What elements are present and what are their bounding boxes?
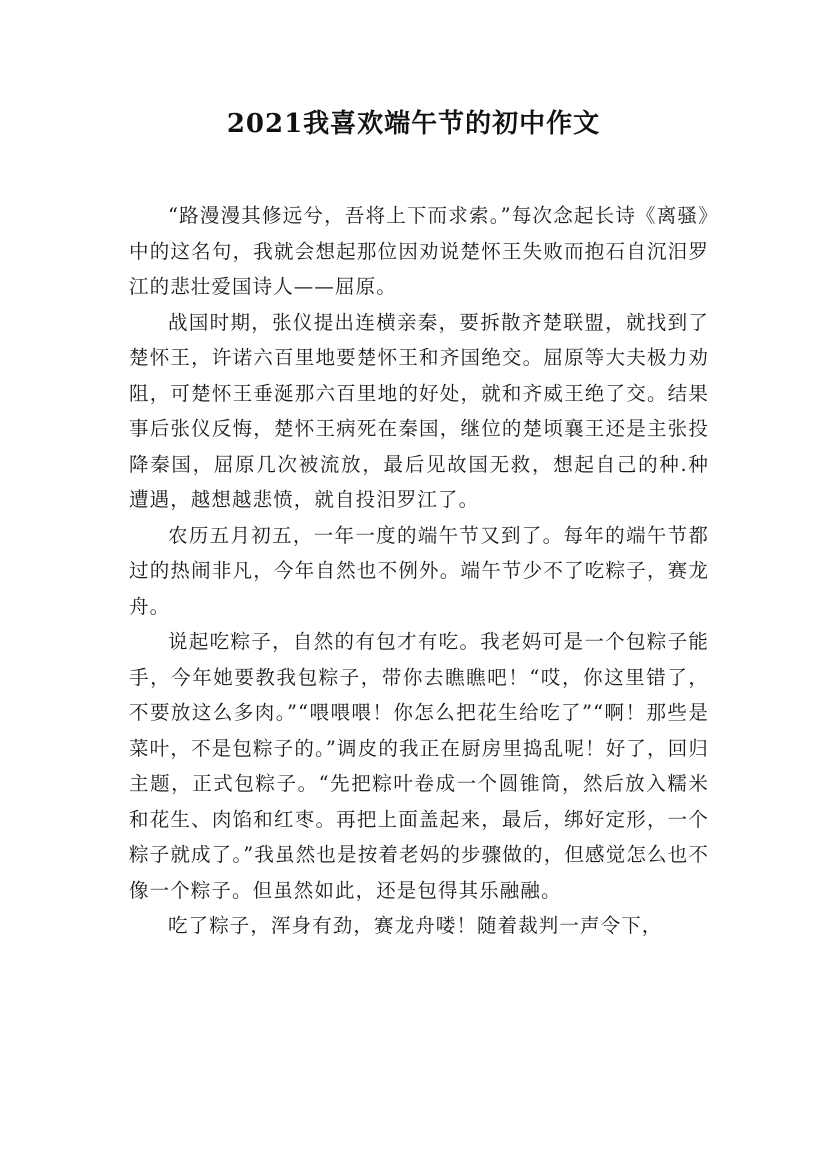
- document-title: 2021我喜欢端午节的初中作文: [226, 109, 601, 139]
- paragraph: 战国时期，张仪提出连横亲秦，要拆散齐楚联盟，就找到了楚怀王，许诺六百里地要楚怀王和齐国绝交。屈原等大夫极力劝阻，可楚怀王垂涎那六百里地的好处，就和齐威王绝了交。结果事后张仪反悔，楚怀王病死在秦国，继位的楚顷襄王还是主张投降秦国，屈原几次被流放，最后见故国无救，想起自己的种.种遭遇，越想越悲愤，就自投汨罗江了。: [129, 310, 709, 511]
- paragraph: “路漫漫其修远兮，吾将上下而求索。”每次念起长诗《离骚》中的这名句，我就会想起那位因劝说楚怀王失败而抱石自沉汨罗江的悲壮爱国诗人——屈原。: [129, 204, 709, 298]
- paragraph: 农历五月初五，一年一度的端午节又到了。每年的端午节都过的热闹非凡，今年自然也不例外。端午节少不了吃粽子，赛龙舟。: [129, 523, 709, 618]
- document-body: [129, 198, 709, 944]
- paragraph: 吃了粽子，浑身有劲，赛龙舟喽！随着裁判一声令下，: [168, 914, 663, 937]
- paragraph: 说起吃粽子，自然的有包才有吃。我老妈可是一个包粽子能手，今年她要教我包粽子，带你去瞧瞧吧！“哎，你这里错了，不要放这么多肉。”“喂喂喂！你怎么把花生给吃了”“啊！那些是菜叶，不是包粽子的。”调皮的我正在厨房里捣乱呢！好了，回归主题，正式包粽子。“先把粽叶卷成一个圆锥筒，然后放入糯米和花生、肉馅和红枣。再把上面盖起来，最后，绑好定形，一个粽子就成了。”我虽然也是按着老妈的步骤做的，但感觉怎么也不像一个粽子。但虽然如此，还是包得其乐融融。: [129, 630, 709, 902]
